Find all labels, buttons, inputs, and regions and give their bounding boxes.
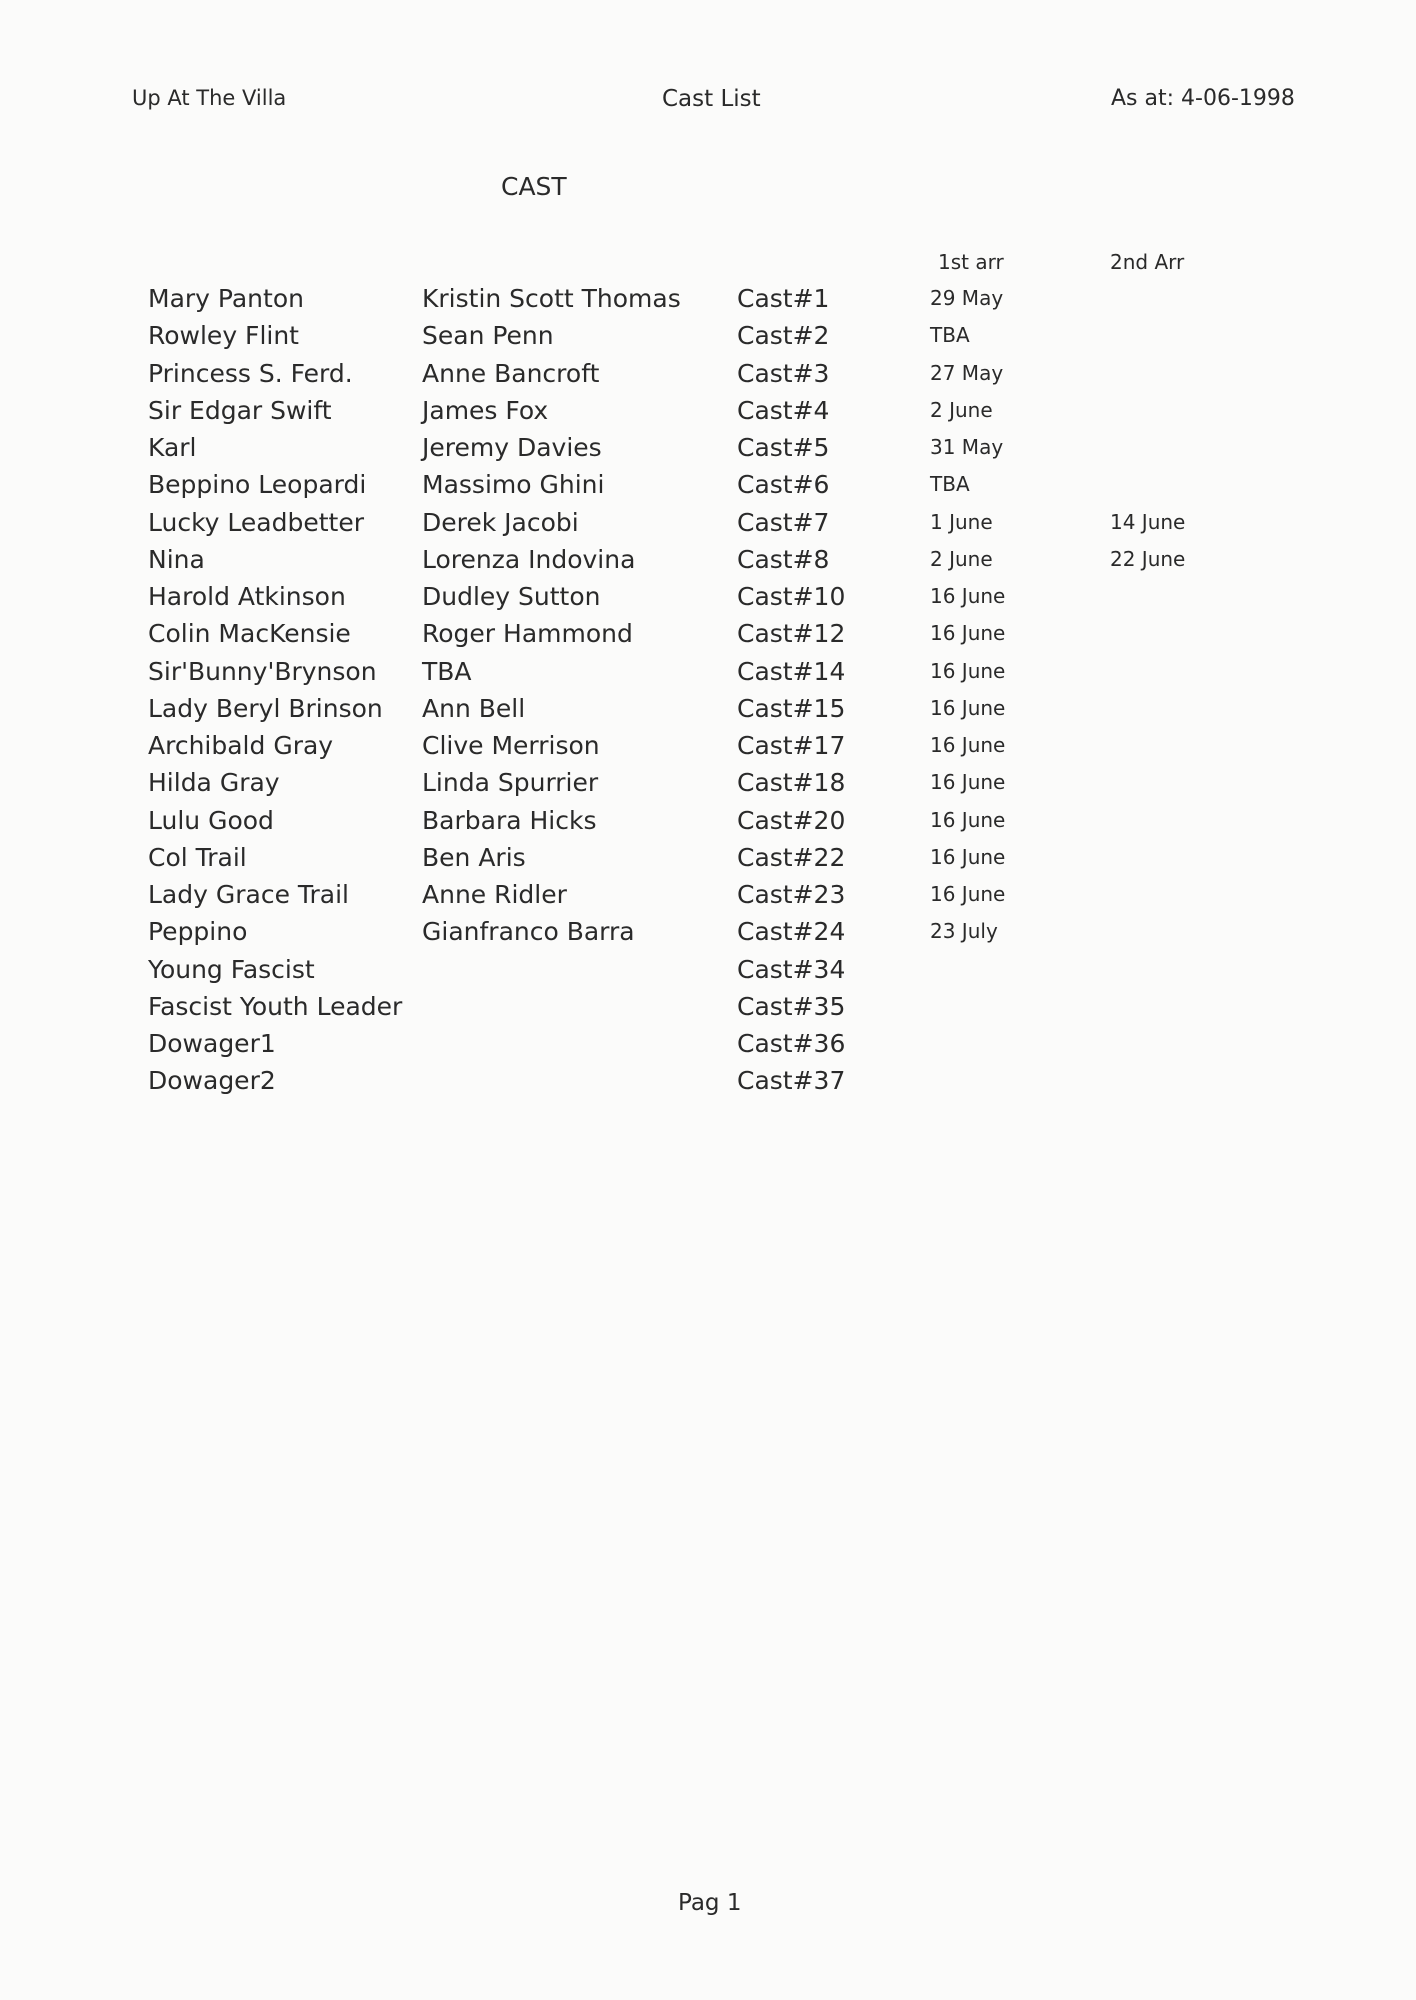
first-arrival-date: 1 June [930, 509, 993, 534]
cast-number: Cast#22 [737, 842, 846, 872]
first-arrival-date: 29 May [930, 286, 1004, 310]
cast-role: Lucky Leadbetter [148, 507, 364, 537]
cast-actor: Anne Bancroft [422, 358, 600, 388]
cast-actor: Ann Bell [422, 693, 526, 723]
first-arrival-date: 16 June [930, 658, 1006, 683]
cast-role: Young Fascist [148, 954, 315, 984]
production-title: Up At The Villa [132, 86, 287, 110]
cast-role: Sir Edgar Swift [148, 395, 332, 425]
first-arrival-date: TBA [930, 472, 970, 497]
cast-number: Cast#34 [737, 954, 846, 984]
table-row [0, 317, 1416, 354]
cast-number: Cast#14 [737, 656, 846, 686]
table-row [0, 280, 1416, 317]
first-arrival-date: 2 June [930, 546, 993, 571]
first-arrival-date: 16 June [930, 584, 1006, 608]
table-row [0, 839, 1416, 876]
cast-role: Princess S. Ferd. [148, 358, 353, 388]
first-arrival-date: 16 June [930, 770, 1006, 795]
table-row [0, 764, 1416, 801]
table-row [0, 429, 1416, 466]
table-row [0, 504, 1416, 541]
cast-role: Sir'Bunny'Brynson [148, 656, 377, 686]
cast-number: Cast#36 [737, 1029, 846, 1058]
cast-actor: Lorenza Indovina [422, 544, 636, 574]
table-row [0, 392, 1416, 429]
second-arrival-date: 22 June [1110, 546, 1186, 571]
table-row [0, 653, 1416, 690]
table-row [0, 1062, 1416, 1099]
cast-actor: Gianfranco Barra [422, 917, 635, 947]
table-row [0, 355, 1416, 392]
cast-number: Cast#35 [737, 991, 846, 1021]
cast-number: Cast#6 [737, 470, 830, 500]
cast-actor: Clive Merrison [422, 731, 600, 760]
cast-role: Archibald Gray [148, 731, 334, 760]
cast-role: Lady Beryl Brinson [148, 693, 383, 723]
cast-number: Cast#8 [737, 544, 830, 574]
table-row [0, 802, 1416, 839]
cast-role: Hilda Gray [148, 768, 280, 798]
cast-number: Cast#2 [737, 321, 830, 351]
cast-number: Cast#3 [737, 358, 830, 388]
table-row [0, 615, 1416, 652]
first-arrival-header: 1st arr [938, 250, 1004, 274]
cast-number: Cast#18 [737, 768, 846, 798]
cast-actor: TBA [422, 656, 472, 686]
cast-actor: Kristin Scott Thomas [422, 284, 681, 313]
table-row [0, 988, 1416, 1025]
cast-actor: Barbara Hicks [422, 805, 597, 835]
cast-role: Rowley Flint [148, 321, 299, 351]
cast-role: Harold Atkinson [148, 582, 346, 611]
first-arrival-date: 31 May [930, 435, 1004, 459]
cast-number: Cast#24 [737, 917, 846, 947]
table-row [0, 876, 1416, 913]
cast-role: Beppino Leopardi [148, 470, 367, 500]
first-arrival-date: 16 June [930, 844, 1006, 869]
cast-role: Dowager1 [148, 1029, 276, 1058]
second-arrival-date: 14 June [1110, 509, 1186, 534]
table-row [0, 727, 1416, 764]
document-title: Cast List [662, 86, 761, 112]
cast-actor: Roger Hammond [422, 619, 633, 649]
first-arrival-date: 16 June [930, 695, 1006, 720]
table-row [0, 541, 1416, 578]
table-row [0, 951, 1416, 988]
cast-role: Dowager2 [148, 1066, 276, 1096]
cast-role: Colin MacKensie [148, 619, 351, 649]
cast-role: Peppino [148, 917, 248, 947]
cast-actor: Sean Penn [422, 321, 554, 351]
cast-role: Lady Grace Trail [148, 880, 349, 909]
cast-actor: James Fox [422, 395, 549, 425]
cast-actor: Ben Aris [422, 842, 526, 872]
as-at-date: As at: 4-06-1998 [1111, 86, 1295, 111]
cast-number: Cast#17 [737, 731, 846, 760]
cast-role: Mary Panton [148, 284, 304, 313]
first-arrival-date: 16 June [930, 807, 1006, 832]
cast-number: Cast#4 [737, 395, 830, 425]
first-arrival-date: 16 June [930, 882, 1006, 906]
cast-role: Nina [148, 544, 205, 574]
cast-number: Cast#37 [737, 1066, 846, 1096]
first-arrival-date: 23 July [930, 919, 998, 944]
cast-role: Karl [148, 433, 197, 462]
table-row [0, 690, 1416, 727]
cast-number: Cast#23 [737, 880, 846, 909]
cast-number: Cast#5 [737, 433, 830, 462]
cast-number: Cast#20 [737, 805, 846, 835]
cast-role: Col Trail [148, 842, 247, 872]
section-title: CAST [501, 172, 567, 201]
cast-number: Cast#7 [737, 507, 830, 537]
table-row [0, 578, 1416, 615]
first-arrival-date: 16 June [930, 733, 1006, 757]
cast-actor: Linda Spurrier [422, 768, 599, 798]
cast-table [0, 280, 1416, 1100]
table-row [0, 1025, 1416, 1062]
table-row [0, 466, 1416, 503]
first-arrival-date: 27 May [930, 360, 1004, 385]
cast-number: Cast#10 [737, 582, 846, 611]
cast-number: Cast#1 [737, 284, 830, 313]
cast-actor: Derek Jacobi [422, 507, 579, 537]
page-number: Pag 1 [678, 1890, 742, 1916]
cast-role: Lulu Good [148, 805, 274, 835]
cast-number: Cast#12 [737, 619, 846, 649]
cast-role: Fascist Youth Leader [148, 991, 403, 1021]
first-arrival-date: TBA [930, 323, 970, 348]
cast-actor: Dudley Sutton [422, 582, 601, 611]
cast-actor: Jeremy Davies [422, 433, 602, 462]
cast-number: Cast#15 [737, 693, 846, 723]
first-arrival-date: 16 June [930, 621, 1006, 646]
first-arrival-date: 2 June [930, 397, 993, 422]
cast-actor: Anne Ridler [422, 880, 567, 909]
second-arrival-header: 2nd Arr [1110, 250, 1185, 274]
table-row [0, 913, 1416, 950]
cast-actor: Massimo Ghini [422, 470, 605, 500]
